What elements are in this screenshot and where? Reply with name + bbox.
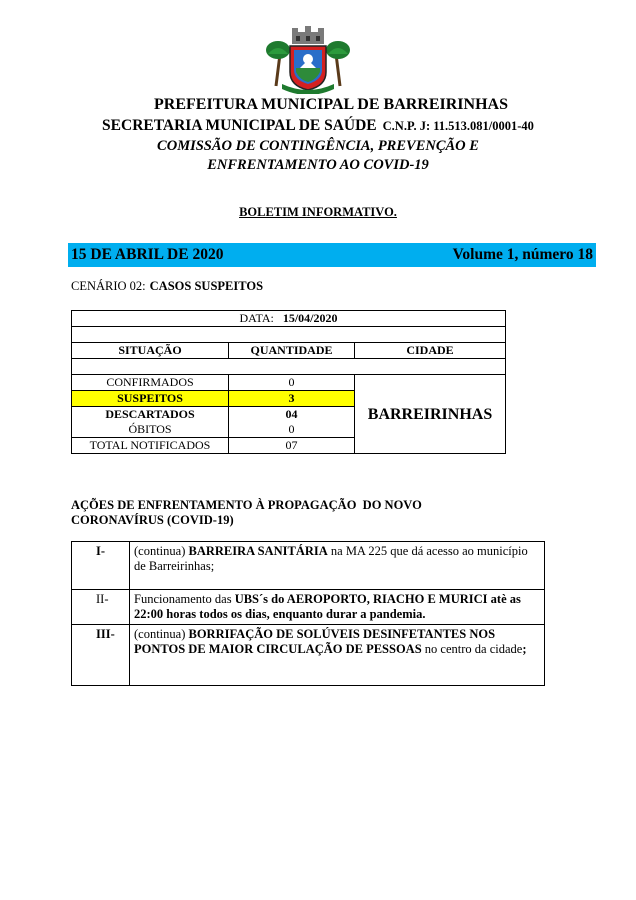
action-text-d: ;: [522, 642, 527, 656]
action-text-c: atè: [487, 592, 510, 606]
bulletin-date: 15 DE ABRIL DE 2020: [71, 246, 224, 263]
scenario-line: [71, 279, 263, 294]
header-comissao-line1: COMISSÃO DE CONTINGÊNCIA, PREVENÇÃO E: [157, 138, 479, 154]
action-text-a: (continua): [134, 627, 189, 641]
action-text: [130, 590, 545, 625]
row-obitos-label: ÓBITOS: [72, 422, 229, 438]
date-value: 15/04/2020: [282, 311, 338, 325]
header-situacao: SITUAÇÃO: [72, 343, 229, 359]
date-row: [72, 311, 506, 327]
header-secretaria: [0, 117, 636, 135]
cases-table: [71, 310, 506, 454]
header-comissao-line2: ENFRENTAMENTO AO COVID-19: [207, 157, 429, 173]
row-confirmados-qty: 0: [229, 375, 355, 391]
action-text-a: Funcionamento das: [134, 592, 235, 606]
row-descartados-label: DESCARTADOS: [72, 407, 229, 423]
city-cell: BARREIRINHAS: [355, 375, 506, 454]
row-total-label: TOTAL NOTIFICADOS: [72, 438, 229, 454]
blank-row: [72, 327, 506, 343]
action-text: [130, 625, 545, 686]
header-prefeitura: PREFEITURA MUNICIPAL DE BARREIRINHAS: [154, 96, 508, 113]
action-text-b: BORRIFAÇÃO DE SOLÚVEIS DESINFETANTES NOS PONTOS DE MAIOR CIRCULAÇÃO DE PESSOAS: [134, 627, 496, 656]
header-cidade: CIDADE: [355, 343, 506, 359]
row-total-qty: 07: [229, 438, 355, 454]
action-text-a: (continua): [134, 544, 189, 558]
header-secretaria-name: SECRETARIA MUNICIPAL DE SAÚDE: [102, 117, 377, 134]
actions-title-line2: CORONAVÍRUS (COVID-19): [71, 513, 234, 527]
row-confirmados-label: CONFIRMADOS: [72, 375, 229, 391]
bulletin-volume: Volume 1, número 18: [452, 246, 593, 263]
action-text-c: na MA 225 que dá acesso ao município de Barreirinhas;: [134, 544, 528, 573]
action-text-c: no centro da cidade: [421, 642, 523, 656]
actions-title-line1: AÇÕES DE ENFRENTAMENTO À PROPAGAÇÃO DO NOVO: [71, 498, 422, 512]
actions-table: [71, 541, 545, 686]
row-obitos-qty: 0: [229, 422, 355, 438]
action-number: II-: [72, 590, 130, 625]
bulletin-title: BOLETIM INFORMATIVO.: [239, 205, 397, 219]
date-volume-band: [68, 243, 596, 267]
municipal-coat-of-arms-logo: [266, 24, 350, 94]
action-text: [130, 542, 545, 590]
header-cnpj: C.N.P. J: 11.513.081/0001-40: [382, 119, 534, 133]
action-number: I-: [72, 542, 130, 590]
date-label: DATA:: [239, 311, 274, 325]
action-number: III-: [72, 625, 130, 686]
row-suspeitos-label: SUSPEITOS: [72, 391, 229, 407]
scenario-label: CENÁRIO 02:: [71, 279, 146, 293]
row-descartados-qty: 04: [229, 407, 355, 423]
blank-row: [72, 359, 506, 375]
action-text-b: UBS´s do AEROPORTO, RIACHO E MURICI: [234, 592, 488, 606]
row-suspeitos-qty: 3: [229, 391, 355, 407]
header-quantidade: QUANTIDADE: [229, 343, 355, 359]
action-text-d: as 22:00 horas todos os dias, enquanto durar a pandemia.: [134, 592, 521, 621]
action-text-b: BARREIRA SANITÁRIA: [188, 544, 328, 558]
scenario-value: CASOS SUSPEITOS: [149, 279, 264, 293]
actions-title: [71, 498, 422, 528]
